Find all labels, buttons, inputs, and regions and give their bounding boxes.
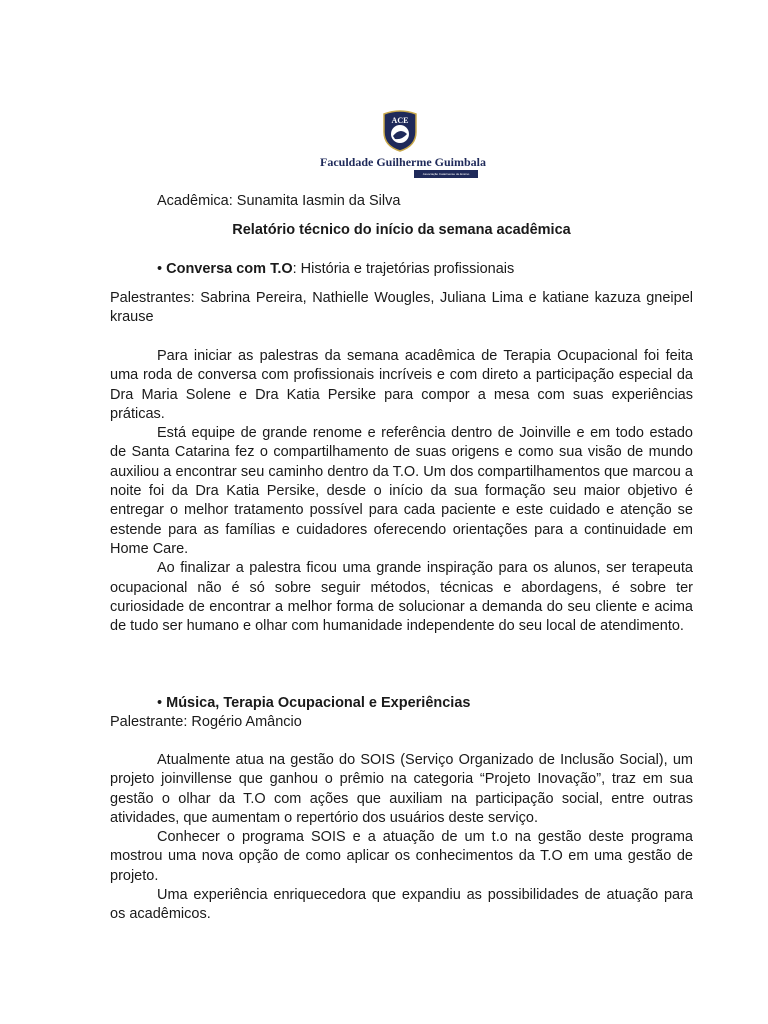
section2-heading (110, 694, 693, 713)
institution-tagline: Associação Catarinense de Ensino (414, 170, 478, 178)
section2-title: Música, Terapia Ocupacional e Experiências (166, 695, 471, 711)
bullet: • (157, 261, 163, 277)
section1-body (110, 347, 693, 636)
section1-heading (110, 260, 693, 279)
section1-speakers: Palestrantes: Sabrina Pereira, Nathielle Wougles, Juliana Lima e katiane kazuza gneipel krause (110, 290, 693, 326)
paragraph: Ao finalizar a palestra ficou uma grande inspiração para os alunos, ser terapeuta ocupacional não é só sobre seguir métodos, técnicas e abordagens, é sobre ter curiosidade de encontrar a melhor forma de solucionar a demanda do seu cliente e acima de tudo ser humano e olhar com humanidade independente do seu local de atendimento. (110, 560, 693, 635)
bullet: • (157, 695, 163, 711)
institution-name: Faculdade Guilherme Guimbala (320, 155, 487, 169)
paragraph: Uma experiência enriquecedora que expandiu as possibilidades de atuação para os acadêmicos. (110, 887, 693, 923)
section1-title: Conversa com T.O (166, 261, 293, 277)
section2-speaker: Palestrante: Rogério Amâncio (110, 714, 302, 730)
institution-logo (318, 110, 487, 178)
paragraph: Conhecer o programa SOIS e a atuação de um t.o na gestão deste programa mostrou uma nova opção de como aplicar os conhecimentos da T.O em uma gestão de projeto. (110, 829, 693, 884)
report-title: Relatório técnico do início da semana acadêmica (232, 222, 571, 238)
section2-body (110, 751, 693, 925)
paragraph: Atualmente atua na gestão do SOIS (Serviço Organizado de Inclusão Social), um projeto joinvillense que ganhou o prêmio na categoria “Projeto Inovação”, traz em sua gestão o olhar da T.O com ações que auxiliam na participação social, entre outras atividades, que aumentam o repertório dos usuários deste serviço. (110, 752, 693, 826)
ace-crest-icon (380, 110, 420, 152)
paragraph: Para iniciar as palestras da semana acadêmica de Terapia Ocupacional foi feita uma roda de conversa com profissionais incríveis e com direto a participação especial da Dra Maria Solene e Dra Katia Persike para compor a mesa com suas experiências práticas. (110, 348, 693, 422)
student-line: Acadêmica: Sunamita Iasmin da Silva (157, 193, 401, 209)
paragraph: Está equipe de grande renome e referência dentro de Joinville e em todo estado de Santa Catarina fez o compartilhamento de suas origens e como sua visão de mundo auxiliou a encontrar seu caminho dentro da T.O. Um dos compartilhamentos que marcou a noite foi da Dra Katia Persike, desde o início da sua formação seu maior objetivo é entregar o melhor tratamento possível para cada paciente e este cuidado e atenção se estende para as famílias e cuidadores oferecendo orientações para a continuidade em Home Care. (110, 425, 693, 557)
logo-letters: ACE (391, 116, 409, 125)
section1-subtitle: : História e trajetórias profissionais (292, 261, 515, 277)
